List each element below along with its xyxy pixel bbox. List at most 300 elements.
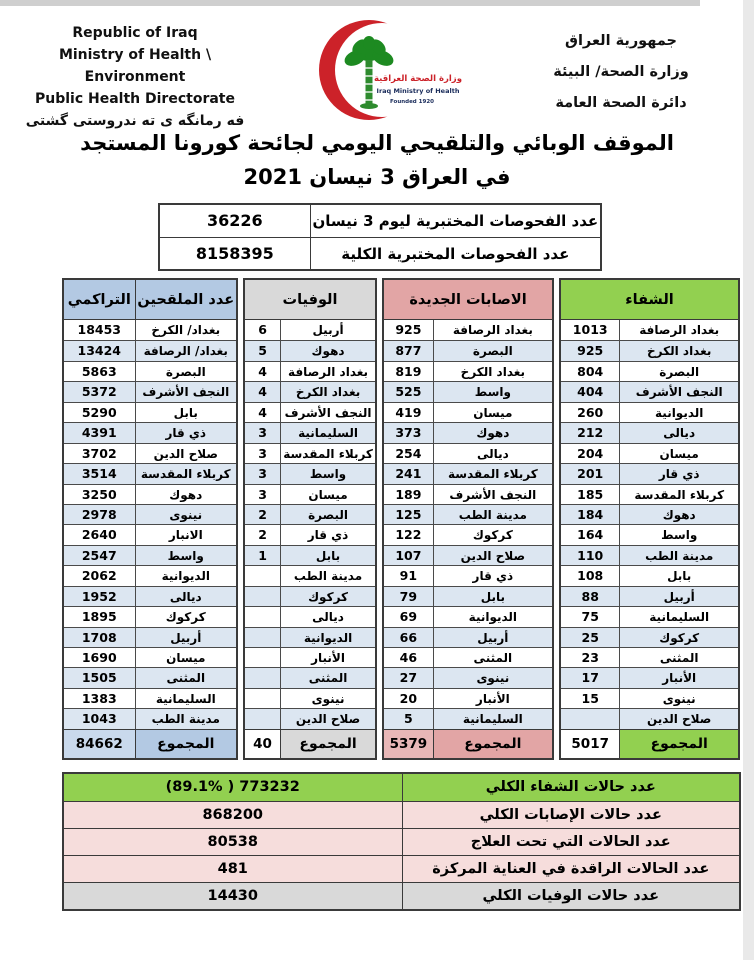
deaths-governorate-name: السليمانية bbox=[280, 423, 375, 442]
recovery-governorate-name: مدينة الطب bbox=[619, 546, 738, 565]
scan-artifact-top bbox=[0, 0, 700, 6]
infections-row bbox=[384, 647, 552, 667]
logo-english-caption: Iraq Ministry of Health bbox=[376, 87, 460, 95]
vaccinated-governorate-name: المثنى bbox=[135, 668, 236, 687]
infections-governorate-name: ميسان bbox=[433, 403, 552, 422]
vaccinated-governorate-name: مدينة الطب bbox=[135, 709, 236, 728]
recovery-governorate-value: 184 bbox=[577, 506, 604, 522]
summary-label: عدد حالات الوفيات الكلي bbox=[402, 883, 740, 909]
recovery-row bbox=[561, 463, 738, 483]
deaths-governorate-name: ذي قار bbox=[280, 525, 375, 544]
recovery-row bbox=[561, 647, 738, 667]
infections-governorate-name: نينوى bbox=[433, 668, 552, 687]
recovery-row bbox=[561, 443, 738, 463]
deaths-governorate-value: 4 bbox=[258, 404, 267, 420]
summary-row bbox=[64, 828, 739, 855]
deaths-row bbox=[245, 463, 375, 483]
infections-row bbox=[384, 340, 552, 360]
infections-row bbox=[384, 606, 552, 626]
infections-governorate-value: 79 bbox=[399, 588, 418, 604]
deaths-governorate-name: دهوك bbox=[280, 341, 375, 360]
vaccinated-row bbox=[64, 586, 236, 606]
vaccinated-table bbox=[62, 278, 238, 760]
deaths-row bbox=[245, 443, 375, 463]
recovery-governorate-value: 404 bbox=[577, 384, 604, 400]
infections-total-value: 5379 bbox=[384, 730, 433, 758]
deaths-governorate-name: نينوى bbox=[280, 689, 375, 708]
infections-governorate-name: الديوانية bbox=[433, 607, 552, 626]
recovery-governorate-name: المثنى bbox=[619, 648, 738, 667]
vaccinated-row bbox=[64, 688, 236, 708]
infections-governorate-value: 66 bbox=[399, 629, 418, 645]
vaccinated-governorate-value: 2978 bbox=[81, 506, 117, 522]
vaccinated-governorate-value: 2062 bbox=[81, 568, 117, 584]
vaccinated-row bbox=[64, 422, 236, 442]
infections-row bbox=[384, 586, 552, 606]
lab-tests-daily-value: 36226 bbox=[206, 211, 263, 230]
summary-row bbox=[64, 855, 739, 882]
deaths-row bbox=[245, 340, 375, 360]
recovery-governorate-value: 201 bbox=[577, 466, 604, 482]
logo-arabic-caption: وزارة الصحة العراقية bbox=[374, 74, 462, 84]
recovery-row bbox=[561, 524, 738, 544]
deaths-table-header bbox=[245, 280, 375, 320]
deaths-governorate-value: 4 bbox=[258, 363, 267, 379]
deaths-governorate-name: ميسان bbox=[280, 485, 375, 504]
recovery-governorate-name: الديوانية bbox=[619, 403, 738, 422]
vaccinated-governorate-name: نينوى bbox=[135, 505, 236, 524]
vaccinated-governorate-value: 3250 bbox=[81, 486, 117, 502]
deaths-governorate-value: 5 bbox=[258, 343, 267, 359]
infections-governorate-value: 419 bbox=[395, 404, 422, 420]
recovery-governorate-value: 75 bbox=[581, 609, 599, 625]
deaths-governorate-name: بغداد الرصافة bbox=[280, 362, 375, 381]
infections-governorate-value: 69 bbox=[399, 609, 418, 625]
vaccinated-row bbox=[64, 340, 236, 360]
recovery-governorate-name: ميسان bbox=[619, 444, 738, 463]
summary-label: عدد حالات الشفاء الكلي bbox=[402, 774, 740, 801]
infections-row bbox=[384, 484, 552, 504]
infections-governorate-name: ذي قار bbox=[433, 566, 552, 585]
infections-row bbox=[384, 402, 552, 422]
recovery-governorate-value bbox=[561, 709, 619, 728]
recovery-governorate-value: 804 bbox=[577, 363, 604, 379]
infections-governorate-value: 91 bbox=[399, 568, 418, 584]
vaccinated-row bbox=[64, 504, 236, 524]
deaths-row bbox=[245, 647, 375, 667]
recovery-governorate-value: 15 bbox=[581, 690, 599, 706]
deaths-governorate-name: كربلاء المقدسة bbox=[280, 444, 375, 463]
recovery-row bbox=[561, 361, 738, 381]
vaccinated-row bbox=[64, 320, 236, 340]
deaths-governorate-name: بابل bbox=[280, 546, 375, 565]
vaccinated-header-title: عدد الملقحين bbox=[135, 280, 236, 319]
letterhead-ar-line3: دائرة الصحة العامة bbox=[555, 95, 687, 111]
letterhead-en-line1: Republic of Iraq bbox=[72, 25, 198, 41]
vaccinated-governorate-value: 13424 bbox=[77, 343, 121, 359]
recovery-row bbox=[561, 504, 738, 524]
infections-row bbox=[384, 708, 552, 728]
recovery-governorate-name: الأنبار bbox=[619, 668, 738, 687]
deaths-row bbox=[245, 606, 375, 626]
vaccinated-governorate-name: بغداد/ الكرخ bbox=[135, 320, 236, 340]
deaths-governorate-name: الديوانية bbox=[280, 628, 375, 647]
letterhead-english bbox=[10, 22, 260, 132]
deaths-governorate-name: الأنبار bbox=[280, 648, 375, 667]
infections-governorate-value: 20 bbox=[399, 690, 418, 706]
recovery-row bbox=[561, 402, 738, 422]
summary-label: عدد الحالات الراقدة في العناية المركزة bbox=[402, 856, 740, 882]
infections-governorate-value: 819 bbox=[395, 363, 422, 379]
infections-governorate-value: 27 bbox=[399, 670, 418, 686]
infections-row bbox=[384, 627, 552, 647]
deaths-row bbox=[245, 381, 375, 401]
deaths-total-row bbox=[245, 729, 375, 758]
infections-row bbox=[384, 545, 552, 565]
vaccinated-governorate-value: 3514 bbox=[81, 466, 117, 482]
letterhead-en-line3: Public Health Directorate bbox=[35, 91, 235, 107]
deaths-table bbox=[243, 278, 377, 760]
infections-governorate-value: 125 bbox=[395, 506, 422, 522]
recovery-table bbox=[559, 278, 740, 760]
recovery-row bbox=[561, 320, 738, 340]
vaccinated-row bbox=[64, 647, 236, 667]
vaccinated-governorate-value: 5290 bbox=[81, 404, 117, 420]
vaccinated-governorate-value: 1505 bbox=[81, 670, 117, 686]
infections-governorate-value: 107 bbox=[395, 547, 422, 563]
summary-label: عدد حالات الإصابات الكلي bbox=[402, 802, 740, 828]
vaccinated-row bbox=[64, 443, 236, 463]
deaths-row bbox=[245, 667, 375, 687]
deaths-governorate-value: 4 bbox=[258, 384, 267, 400]
deaths-governorate-name: واسط bbox=[280, 464, 375, 483]
infections-governorate-name: بغداد الرصافة bbox=[433, 320, 552, 340]
infections-governorate-name: البصرة bbox=[433, 341, 552, 360]
recovery-governorate-name: بغداد الكرخ bbox=[619, 341, 738, 360]
vaccinated-governorate-value: 5372 bbox=[81, 384, 117, 400]
infections-governorate-value: 189 bbox=[395, 486, 422, 502]
recovery-governorate-name: كربلاء المقدسة bbox=[619, 485, 738, 504]
logo-founded-caption: Founded 1920 bbox=[390, 99, 434, 105]
deaths-governorate-value: 3 bbox=[258, 425, 267, 441]
deaths-governorate-name: المثنى bbox=[280, 668, 375, 687]
infections-governorate-name: بابل bbox=[433, 587, 552, 606]
deaths-governorate-value: 2 bbox=[258, 527, 267, 543]
recovery-governorate-name: السليمانية bbox=[619, 607, 738, 626]
vaccinated-row bbox=[64, 667, 236, 687]
vaccinated-governorate-value: 2640 bbox=[81, 527, 117, 543]
infections-row bbox=[384, 463, 552, 483]
infections-governorate-name: النجف الأشرف bbox=[433, 485, 552, 504]
infections-row bbox=[384, 381, 552, 401]
recovery-governorate-name: ديالى bbox=[619, 423, 738, 442]
vaccinated-governorate-value: 1043 bbox=[81, 711, 117, 727]
recovery-governorate-value: 88 bbox=[581, 588, 599, 604]
infections-row bbox=[384, 320, 552, 340]
recovery-governorate-name: واسط bbox=[619, 525, 738, 544]
infections-governorate-name: واسط bbox=[433, 382, 552, 401]
vaccinated-governorate-name: ميسان bbox=[135, 648, 236, 667]
recovery-row bbox=[561, 565, 738, 585]
recovery-governorate-value: 212 bbox=[577, 425, 604, 441]
deaths-row bbox=[245, 688, 375, 708]
deaths-governorate-value: 2 bbox=[258, 506, 267, 522]
vaccinated-row bbox=[64, 524, 236, 544]
lab-tests-total-row bbox=[160, 237, 600, 269]
recovery-governorate-name: البصرة bbox=[619, 362, 738, 381]
deaths-governorate-value: 3 bbox=[258, 486, 267, 502]
infections-governorate-value: 877 bbox=[395, 343, 422, 359]
lab-tests-table bbox=[158, 203, 602, 271]
governorate-tables bbox=[62, 278, 740, 760]
recovery-row bbox=[561, 667, 738, 687]
recovery-table-header bbox=[561, 280, 738, 320]
infections-row bbox=[384, 688, 552, 708]
deaths-governorate-value bbox=[245, 709, 280, 728]
vaccinated-governorate-value: 1708 bbox=[81, 629, 117, 645]
red-crescent-palm-icon bbox=[297, 14, 462, 129]
letterhead-ar-line2: وزارة الصحة/ البيئة bbox=[553, 64, 689, 80]
infections-governorate-name: المثنى bbox=[433, 648, 552, 667]
recovery-governorate-value: 204 bbox=[577, 445, 604, 461]
infections-row bbox=[384, 524, 552, 544]
recovery-row bbox=[561, 381, 738, 401]
vaccinated-governorate-name: السليمانية bbox=[135, 689, 236, 708]
recovery-row bbox=[561, 340, 738, 360]
recovery-row bbox=[561, 586, 738, 606]
deaths-header-title: الوفيات bbox=[245, 280, 375, 319]
recovery-governorate-value: 23 bbox=[581, 650, 599, 665]
deaths-governorate-name: ديالى bbox=[280, 607, 375, 626]
vaccinated-row bbox=[64, 361, 236, 381]
infections-row bbox=[384, 422, 552, 442]
vaccinated-row bbox=[64, 627, 236, 647]
deaths-row bbox=[245, 545, 375, 565]
recovery-row bbox=[561, 484, 738, 504]
recovery-governorate-name: النجف الأشرف bbox=[619, 382, 738, 401]
vaccinated-governorate-value: 5863 bbox=[81, 363, 117, 379]
recovery-row bbox=[561, 545, 738, 565]
vaccinated-governorate-name: الديوانية bbox=[135, 566, 236, 585]
deaths-total-label: المجموع bbox=[280, 730, 375, 758]
infections-governorate-name: الأنبار bbox=[433, 689, 552, 708]
vaccinated-governorate-name: الانبار bbox=[135, 525, 236, 544]
infections-governorate-value: 525 bbox=[395, 384, 422, 400]
recovery-total-value: 5017 bbox=[561, 730, 619, 758]
deaths-row bbox=[245, 524, 375, 544]
lab-tests-daily-label: عدد الفحوصات المختبرية ليوم 3 نيسان bbox=[310, 205, 600, 237]
summary-value: 481 bbox=[217, 861, 248, 877]
deaths-governorate-value: 3 bbox=[258, 466, 267, 482]
infections-governorate-name: ديالى bbox=[433, 444, 552, 463]
deaths-governorate-value bbox=[245, 648, 280, 667]
vaccinated-governorate-name: النجف الأشرف bbox=[135, 382, 236, 401]
letterhead bbox=[0, 14, 754, 129]
summary-label: عدد الحالات التي تحت العلاج bbox=[402, 829, 740, 855]
vaccinated-governorate-name: البصرة bbox=[135, 362, 236, 381]
vaccinated-governorate-name: واسط bbox=[135, 546, 236, 565]
vaccinated-governorate-name: بغداد/ الرصافة bbox=[135, 341, 236, 360]
letterhead-kurdish-line: فه رمانگه ى ته ندروستى گشتى bbox=[25, 113, 245, 129]
summary-value: 868200 bbox=[202, 807, 264, 823]
infections-governorate-name: بغداد الكرخ bbox=[433, 362, 552, 381]
recovery-governorate-value: 185 bbox=[577, 486, 604, 502]
vaccinated-header-cumulative: التراكمي bbox=[64, 280, 135, 319]
national-summary-table bbox=[62, 772, 741, 911]
infections-header-title: الاصابات الجديدة bbox=[384, 280, 552, 319]
recovery-governorate-name: بابل bbox=[619, 566, 738, 585]
deaths-row bbox=[245, 361, 375, 381]
vaccinated-governorate-value: 18453 bbox=[77, 322, 121, 337]
recovery-governorate-name: نينوى bbox=[619, 689, 738, 708]
vaccinated-governorate-value: 2547 bbox=[81, 547, 117, 563]
deaths-row bbox=[245, 627, 375, 647]
vaccinated-governorate-name: ذي قار bbox=[135, 423, 236, 442]
vaccinated-governorate-name: صلاح الدين bbox=[135, 444, 236, 463]
recovery-row bbox=[561, 708, 738, 728]
vaccinated-governorate-name: أربيل bbox=[135, 628, 236, 647]
deaths-row bbox=[245, 402, 375, 422]
recovery-header-title: الشفاء bbox=[561, 280, 738, 319]
deaths-governorate-value bbox=[245, 587, 280, 606]
deaths-governorate-value bbox=[245, 689, 280, 708]
vaccinated-governorate-name: بابل bbox=[135, 403, 236, 422]
vaccinated-row bbox=[64, 484, 236, 504]
summary-row bbox=[64, 801, 739, 828]
deaths-governorate-value bbox=[245, 566, 280, 585]
vaccinated-total-row bbox=[64, 729, 236, 758]
recovery-governorate-value: 25 bbox=[581, 629, 599, 645]
deaths-governorate-name: بغداد الكرخ bbox=[280, 382, 375, 401]
deaths-row bbox=[245, 484, 375, 504]
infections-row bbox=[384, 361, 552, 381]
infections-governorate-value: 254 bbox=[395, 445, 422, 461]
deaths-governorate-name: النجف الأشرف bbox=[280, 403, 375, 422]
vaccinated-row bbox=[64, 545, 236, 565]
summary-row bbox=[64, 774, 739, 801]
letterhead-arabic bbox=[506, 26, 736, 119]
vaccinated-governorate-value: 4391 bbox=[81, 425, 117, 441]
report-title-line1: الموقف الوبائي والتلقيحي اليومي لجائحة كورونا المستجد bbox=[80, 131, 674, 155]
vaccinated-governorate-value: 3702 bbox=[81, 445, 117, 461]
vaccinated-row bbox=[64, 381, 236, 401]
recovery-governorate-value: 164 bbox=[577, 527, 604, 543]
recovery-governorate-value: 110 bbox=[577, 547, 604, 563]
summary-value: 80538 bbox=[207, 834, 258, 850]
lab-tests-daily-row bbox=[160, 205, 600, 237]
infections-governorate-name: دهوك bbox=[433, 423, 552, 442]
deaths-governorate-name: مدينة الطب bbox=[280, 566, 375, 585]
deaths-governorate-value bbox=[245, 668, 280, 687]
recovery-governorate-name: صلاح الدين bbox=[619, 709, 738, 728]
infections-governorate-name: مدينة الطب bbox=[433, 505, 552, 524]
deaths-governorate-name: البصرة bbox=[280, 505, 375, 524]
vaccinated-governorate-name: كربلاء المقدسة bbox=[135, 464, 236, 483]
infections-governorate-name: كربلاء المقدسة bbox=[433, 464, 552, 483]
summary-value: (89.1% ) 773232 bbox=[165, 779, 300, 795]
infections-row bbox=[384, 443, 552, 463]
recovery-total-label: المجموع bbox=[619, 730, 738, 758]
infections-table bbox=[382, 278, 554, 760]
recovery-governorate-name: كركوك bbox=[619, 628, 738, 647]
recovery-total-row bbox=[561, 729, 738, 758]
deaths-governorate-value bbox=[245, 607, 280, 626]
vaccinated-total-value: 84662 bbox=[64, 730, 135, 758]
summary-value: 14430 bbox=[207, 888, 258, 904]
vaccinated-governorate-name: كركوك bbox=[135, 607, 236, 626]
vaccinated-governorate-value: 1895 bbox=[81, 609, 117, 625]
report-title-line2: في العراق 3 نيسان 2021 bbox=[243, 165, 511, 189]
vaccinated-row bbox=[64, 708, 236, 728]
infections-governorate-value: 122 bbox=[395, 527, 422, 543]
infections-governorate-name: أربيل bbox=[433, 628, 552, 647]
deaths-row bbox=[245, 504, 375, 524]
deaths-governorate-name: أربيل bbox=[280, 320, 375, 340]
vaccinated-row bbox=[64, 463, 236, 483]
recovery-row bbox=[561, 422, 738, 442]
letterhead-ar-line1: جمهورية العراق bbox=[564, 33, 678, 49]
letterhead-en-line2: Ministry of Health \ Environment bbox=[58, 47, 212, 85]
infections-row bbox=[384, 504, 552, 524]
infections-governorate-name: السليمانية bbox=[433, 709, 552, 728]
recovery-governorate-value: 925 bbox=[577, 343, 604, 359]
recovery-governorate-value: 17 bbox=[581, 670, 599, 686]
summary-row bbox=[64, 882, 739, 909]
recovery-row bbox=[561, 606, 738, 626]
vaccinated-row bbox=[64, 402, 236, 422]
vaccinated-governorate-name: ديالى bbox=[135, 587, 236, 606]
vaccinated-row bbox=[64, 606, 236, 626]
recovery-row bbox=[561, 688, 738, 708]
infections-governorate-name: كركوك bbox=[433, 525, 552, 544]
infections-total-label: المجموع bbox=[433, 730, 552, 758]
vaccinated-row bbox=[64, 565, 236, 585]
vaccinated-total-label: المجموع bbox=[135, 730, 236, 758]
infections-table-header bbox=[384, 280, 552, 320]
vaccinated-table-header bbox=[64, 280, 236, 320]
deaths-governorate-value bbox=[245, 628, 280, 647]
deaths-governorate-name: صلاح الدين bbox=[280, 709, 375, 728]
deaths-governorate-name: كركوك bbox=[280, 587, 375, 606]
recovery-governorate-name: ذي قار bbox=[619, 464, 738, 483]
recovery-row bbox=[561, 627, 738, 647]
deaths-row bbox=[245, 320, 375, 340]
ministry-logo bbox=[297, 14, 462, 129]
deaths-governorate-value: 6 bbox=[258, 322, 267, 337]
infections-total-row bbox=[384, 729, 552, 758]
recovery-governorate-name: أربيل bbox=[619, 587, 738, 606]
infections-row bbox=[384, 565, 552, 585]
infections-row bbox=[384, 667, 552, 687]
infections-governorate-name: صلاح الدين bbox=[433, 546, 552, 565]
recovery-governorate-value: 1013 bbox=[572, 322, 608, 337]
vaccinated-governorate-value: 1952 bbox=[81, 588, 117, 604]
report-title bbox=[0, 126, 754, 194]
vaccinated-governorate-name: دهوك bbox=[135, 485, 236, 504]
infections-governorate-value: 5 bbox=[404, 711, 413, 727]
infections-governorate-value: 925 bbox=[395, 322, 422, 337]
deaths-governorate-value: 1 bbox=[258, 547, 267, 563]
vaccinated-governorate-value: 1383 bbox=[81, 690, 117, 706]
deaths-row bbox=[245, 586, 375, 606]
infections-governorate-value: 46 bbox=[399, 650, 418, 665]
deaths-total-value: 40 bbox=[245, 730, 280, 758]
recovery-governorate-value: 260 bbox=[577, 404, 604, 420]
deaths-row bbox=[245, 422, 375, 442]
lab-tests-total-label: عدد الفحوصات المختبرية الكلية bbox=[310, 238, 600, 269]
recovery-governorate-value: 108 bbox=[577, 568, 604, 584]
lab-tests-total-value: 8158395 bbox=[195, 244, 274, 263]
